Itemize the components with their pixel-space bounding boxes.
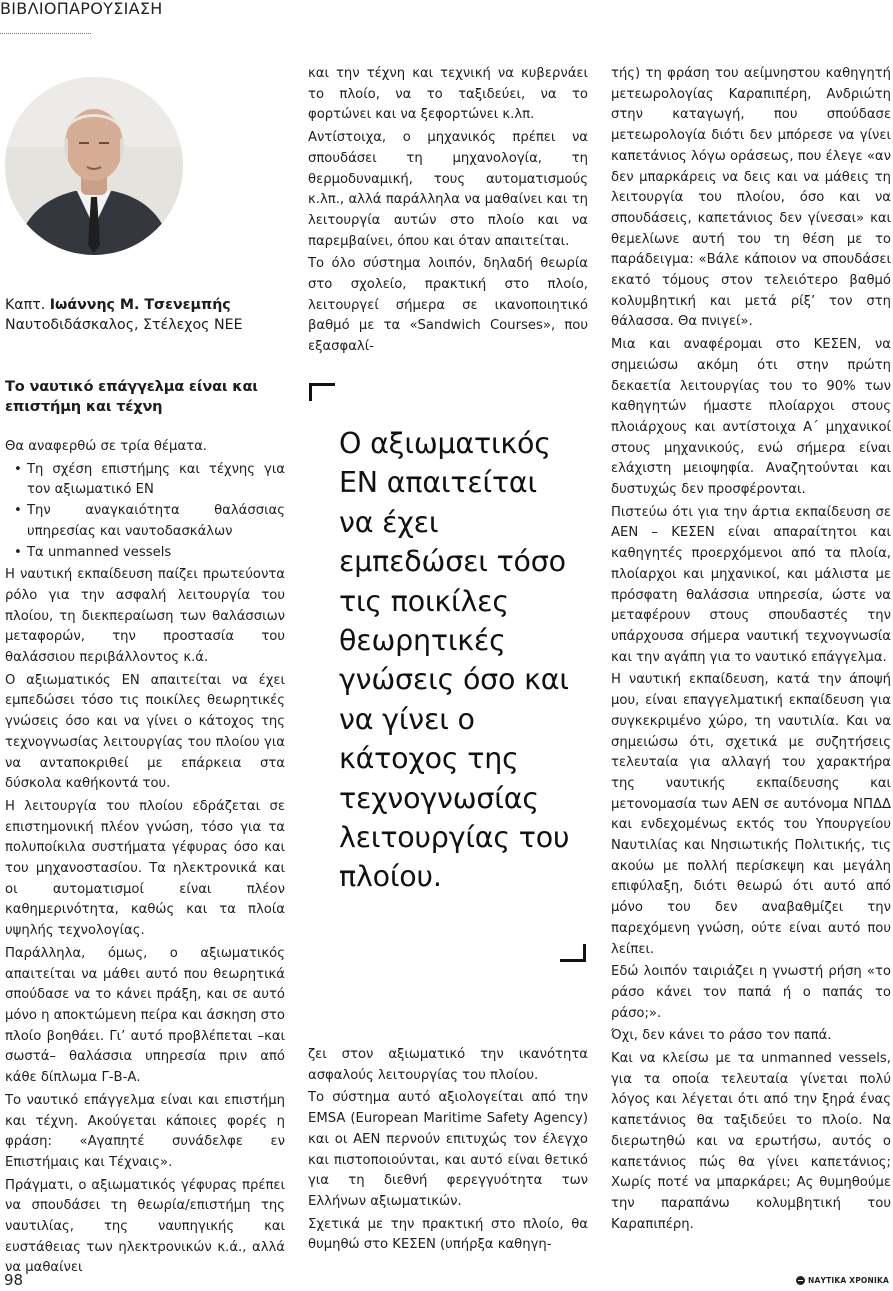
page-number: 98 — [4, 1271, 24, 1289]
body-paragraph: Όχι, δεν κάνει το ράσο τον παπά. — [611, 1028, 832, 1044]
quote-bracket-top-left — [309, 383, 335, 401]
body-paragraph: Εδώ λοιπόν ταιριάζει η γνωστή ρήση «το ράσο κάνει τον παπά ή ο παπάς το ράσο;». — [611, 964, 891, 1021]
publication-brand — [796, 1276, 889, 1285]
author-name-line — [5, 295, 285, 315]
topic-list — [5, 460, 285, 564]
body-paragraph: Και να κλείσω με τα unmanned vessels, για τα οποία τελευταία γίνεται πολύ λόγος και λέγεται ότι από την ξηρά ένας καπετάνιος θα ταξιδεύει το πλοίο. Να διερωτηθώ και να ερωτήσω, αυτός ο καπετάνιος πώς θα γίνει καπετάνιος; Χωρίς ποτέ να μπαρκάρει; Ας θυμηθούμε την παραπάνω κολυμβητική του Καραπιπέρη. — [611, 1051, 891, 1232]
body-paragraph: ζει στον αξιωματικό την ικανότητα ασφαλούς λειτουργίας του πλοίου. — [308, 1047, 588, 1083]
author-byline — [5, 295, 285, 335]
column-2-top — [308, 64, 588, 360]
body-paragraph: Το όλο σύστημα λοιπόν, δηλαδή θεωρία στο σχολείο, πρακτική στο πλοίο, λειτουργεί σήμερα σε ικανοποιητικό βαθμό με τα «Sandwich Courses», που εξασφαλί- — [308, 256, 588, 355]
body-paragraph: Μια και αναφέρομαι στο ΚΕΣΕΝ, να σημειώσω ακόμη ότι στην πρώτη δεκαετία λειτουργίας του το 90% των καθηγητών ήμαστε πλοίαρχοι στους πλοιάρχους και αντίστοιχα Α΄ μηχανικοί στους μηχανικούς, ενώ σήμερα είναι ελάχιστη μειοψηφία. Αναζητούνται και δυστυχώς δεν προσφέρονται. — [611, 337, 891, 498]
dotted-divider — [0, 33, 91, 34]
quote-bracket-bottom-right — [560, 944, 586, 962]
portrait-image — [5, 77, 183, 255]
column-3 — [611, 64, 891, 1237]
intro-paragraph: Θα αναφερθώ σε τρία θέματα. — [5, 439, 207, 454]
author-role: Ναυτοδιδάσκαλος, Στέλεχος ΝΕΕ — [5, 317, 243, 333]
author-prefix: Καπτ. — [5, 297, 50, 313]
body-paragraph: Η λειτουργία του πλοίου εδράζεται σε επιστημονική πλέον γνώση, τόσο για τα πολυποίκιλα συστήματα γέφυρας όσο και του μηχανοστασίου. Τα ηλεκτρονικά και οι αυτοματισμοί είναι πλέον καθημερινότητα, καθώς και τα πλοία υψηλής τεχνολογίας. — [5, 798, 285, 939]
section-label: ΒΙΒΛΙΟΠΑΡΟΥΣΙΑΣΗ — [0, 0, 163, 18]
body-paragraph: Αντίστοιχα, ο μηχανικός πρέπει να σπουδάσει τη μηχανολογία, τη θερμοδυναμική, τους αυτοματισμούς κ.λπ., αλλά παράλληλα να μαθαίνει και τη λειτουργία αυτών στο πλοίο και να παρεμβαίνει, όπου και όταν απαιτείται. — [308, 130, 588, 249]
body-paragraph: τής) τη φράση του αείμνηστου καθηγητή μετεωρολογίας Καραπιπέρη, Ανδριώτη στην καταγωγή, που σπούδασε μετεωρολογία διότι δεν μπόρεσε να γίνει καπετάνιος λόγω οράσεως, που έλεγε «αν δεν μπαρκάρεις να δεις και να μάθεις τη λειτουργία του πλοίου, όσο και να σπουδάσεις, καπετάνιος δεν γίνεσαι» και θεμελίωνε αυτή του τη θέση με το παράδειγμα: «Βάλε κάποιον να σπουδάσει εκατό τόμους στον τελειότερο βαθμό κολυμβητική και μετά ρίξ’ τον στη θάλασσα. Θα πνιγεί». — [611, 66, 891, 330]
article-title: Το ναυτικό επάγγελμα είναι και επιστήμη και τέχνη — [5, 378, 258, 415]
author-name: Ιωάννης Μ. Τσενεμπής — [49, 297, 231, 313]
body-paragraph: και την τέχνη και τεχνική να κυβερνάει το πλοίο, να το ταξιδεύει, να το φορτώνει και να ξεφορτώνει κ.λπ. — [308, 66, 588, 123]
body-paragraph: Η ναυτική εκπαίδευση, κατά την άποψή μου, είναι επαγγελματική εκπαίδευση για συγκεκριμένο χώρο, τη ναυτιλία. Και να σημειώσω ότι, σχετικά με συζητήσεις τελευταία για αλλαγή του χαρακτήρα της ναυτικής εκπαίδευσης και μετονομασία των ΑΕΝ σε αυτόνομα ΝΠΔΔ και ενδεχομένως εκτός του Υπουργείου Ναυτιλίας και Νησιωτικής Πολιτικής, τις ακούω με πολλή περίσκεψη και μεγάλη επιφύλαξη, διότι θεωρώ ότι αυτό από μόνο του δεν αναβαθμίζει την παρεχόμενη γνώση, ούτε είναι αυτό που λείπει. — [611, 672, 891, 957]
body-paragraph: Παράλληλα, όμως, ο αξιωματικός απαιτείται να μάθει αυτό που θεωρητικά σπούδασε να το κάνει πράξη, και σε αυτό μόνο η αποκτώμενη πείρα και άσκηση στο πλοίο βοηθάει. Γι’ αυτό προβλέπεται –και σωστά– θαλάσσια υπηρεσία πριν από κάθε δίπλωμα Γ-Β-Α. — [5, 945, 285, 1086]
ship-logo-icon — [796, 1276, 805, 1285]
body-paragraph: Πιστεύω ότι για την άρτια εκπαίδευση σε ΑΕΝ – ΚΕΣΕΝ είναι απαραίτητοι και καθηγητές προερχόμενοι από τα πλοία, πλοίαρχοι και μηχανικοί, και μάλιστα με πρόσφατη θαλάσσια υπηρεσία, ώστε να μεταφέρουν στους σπουδαστές την υπάρχουσα σήμερα ναυτική τεχνογνωσία και την αγάπη για το ναυτικό επάγγελμα. — [611, 504, 891, 665]
body-paragraph: Η ναυτική εκπαίδευση παίζει πρωτεύοντα ρόλο για την ασφαλή λειτουργία του πλοίου, τη διεκπεραίωση των θαλάσσιων μεταφορών, την προστασία του θαλάσσιου περιβάλλοντος κ.ά. — [5, 567, 285, 666]
column-1 — [5, 377, 285, 1281]
brand-name: ΝΑΥΤΙΚΑ ΧΡΟΝΙΚΑ — [808, 1276, 889, 1285]
list-item: • Την αναγκαιότητα θαλάσσιας υπηρεσίας και ναυτοδασκάλων — [5, 501, 285, 542]
list-item: • Τη σχέση επιστήμης και τέχνης για τον αξιωματικό ΕΝ — [5, 460, 285, 501]
body-paragraph: Πράγματι, ο αξιωματικός γέφυρας πρέπει να σπουδάσει τη θεωρία/επιστήμη της ναυτιλίας, της ναυπηγικής και ευστάθειας των ηλεκτρονικών κ.ά., αλλά να μαθαίνει — [5, 1177, 285, 1276]
body-paragraph: Σχετικά με την πρακτική στο πλοίο, θα θυμηθώ στο ΚΕΣΕΝ (υπήρξα καθηγη- — [308, 1216, 588, 1253]
column-2-bottom — [308, 1045, 588, 1258]
list-item: • Τα unmanned vessels — [5, 543, 285, 564]
author-portrait — [5, 77, 183, 255]
body-paragraph: Το σύστημα αυτό αξιολογείται από την EMSA (European Maritime Safety Agency) και οι ΑΕΝ περνούν επιτυχώς τον έλεγχο και πιστοποιούνται, και αυτό είναι θετικό για τη διεθνή φερεγγυότητα των Ελλήνων αξιωματικών. — [308, 1090, 588, 1209]
body-paragraph: Ο αξιωματικός ΕΝ απαιτείται να έχει εμπεδώσει τόσο τις ποικίλες θεωρητικές γνώσεις όσο και να γίνει ο κάτοχος της τεχνογνωσίας λειτουργίας του πλοίου για να ανταποκριθεί με επάρκεια στα δύσκολα καθήκοντά του. — [5, 672, 285, 792]
body-paragraph: Το ναυτικό επάγγελμα είναι και επιστήμη και τέχνη. Ακούγεται κάποιες φορές η φράση: «Αγαπητέ συνάδελφε εν Επιστήμαις και Τέχναις». — [5, 1092, 285, 1170]
pull-quote: Ο αξιωματικός ΕΝ απαιτείται να έχει εμπεδώσει τόσο τις ποικίλες θεωρητικές γνώσεις όσο και να γίνει ο κάτοχος της τεχνογνωσίας λειτουργίας του πλοίου. — [339, 427, 570, 894]
